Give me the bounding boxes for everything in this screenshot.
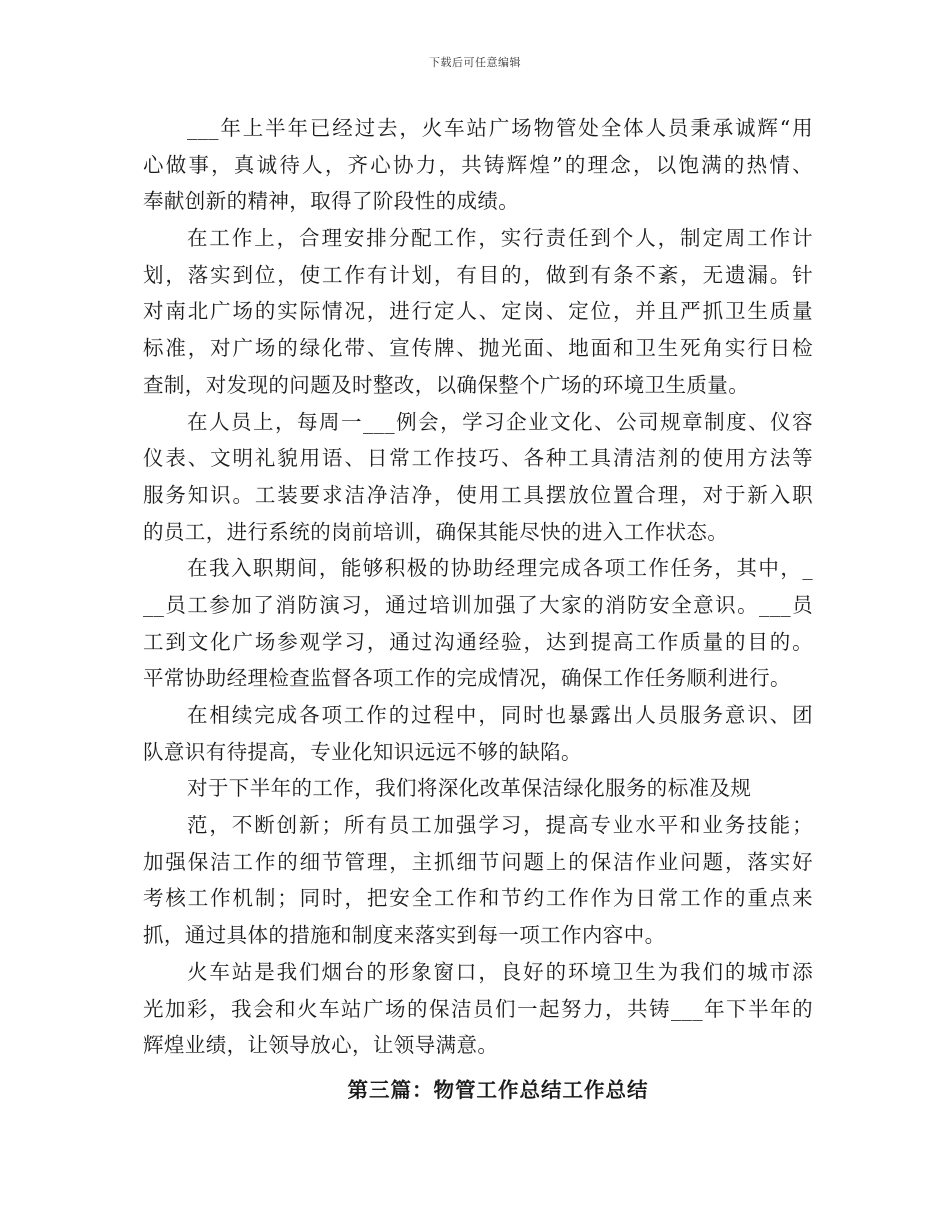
text-line: 考核工作机制；同时，把安全工作和节约工作作为日常工作的重点来 [143,886,813,911]
text-line: 对南北广场的实际情况，进行定人、定岗、定位，并且严抓卫生质量 [143,299,813,324]
page-header-note: 下载后可任意编辑 [429,56,521,69]
paragraph [143,110,813,220]
text-line: 队意识有待提高，专业化知识远远不够的缺陷。 [143,739,582,764]
text-line: 奉献创新的精神，取得了阶段性的成绩。 [143,189,520,214]
document-body [143,110,813,1064]
text-line: 划，落实到位，使工作有计划，有目的，做到有条不紊，无遗漏。针 [143,262,813,287]
paragraph [143,770,813,807]
text-line: 抓，通过具体的措施和制度来落实到每一项工作内容中。 [143,923,666,948]
text-line: 标准，对广场的绿化带、宣传牌、抛光面、地面和卫生死角实行日检 [143,336,813,361]
text-line: 查制，对发现的问题及时整改，以确保整个广场的环境卫生质量。 [143,372,750,397]
text-line: 在我入职期间，能够积极的协助经理完成各项工作任务，其中，_ [187,556,813,581]
text-line: 加强保洁工作的细节管理，主抓细节问题上的保洁作业问题，落实好 [143,849,813,874]
text-line: 光加彩，我会和火车站广场的保洁员们一起努力，共铸___年下半年的 [143,996,813,1021]
section-title: 第三篇：物管工作总结工作总结 [347,1078,649,1102]
text-line: 在工作上，合理安排分配工作，实行责任到个人，制定周工作计 [187,226,813,251]
paragraph [143,807,813,954]
text-line: 对于下半年的工作，我们将深化改革保洁绿化服务的标准及规 [187,776,752,801]
text-line: __员工参加了消防演习，通过培训加强了大家的消防安全意识。___员 [143,592,813,617]
text-line: 的员工，进行系统的岗前培训，确保其能尽快的进入工作状态。 [143,519,729,544]
text-line: 心做事，真诚待人，齐心协力，共铸辉煌”的理念，以饱满的热情、 [143,152,813,177]
text-line: 在相续完成各项工作的过程中，同时也暴露出人员服务意识、团 [187,703,813,727]
paragraph [143,697,813,770]
paragraph [143,550,813,697]
paragraph [143,404,813,551]
paragraph [143,954,813,1064]
text-line: 仪表、文明礼貌用语、日常工作技巧、各种工具清洁剂的使用方法等 [143,446,813,471]
text-line: 在人员上，每周一___例会，学习企业文化、公司规章制度、仪容 [187,409,813,434]
text-line: 范，不断创新；所有员工加强学习，提高专业水平和业务技能； [187,813,813,838]
text-line: 辉煌业绩，让领导放心，让领导满意。 [143,1033,499,1058]
text-line: 平常协助经理检查监督各项工作的完成情况，确保工作任务顺利进行。 [143,666,791,691]
text-line: 服务知识。工装要求洁净洁净，使用工具摆放位置合理，对于新入职 [143,482,813,507]
text-line: 工到文化广场参观学习，通过沟通经验，达到提高工作质量的目的。 [143,629,813,654]
text-line: ___年上半年已经过去，火车站广场物管处全体人员秉承诚辉“用 [187,116,813,140]
paragraph [143,220,813,403]
text-line: 火车站是我们烟台的形象窗口，良好的环境卫生为我们的城市添 [187,959,813,984]
